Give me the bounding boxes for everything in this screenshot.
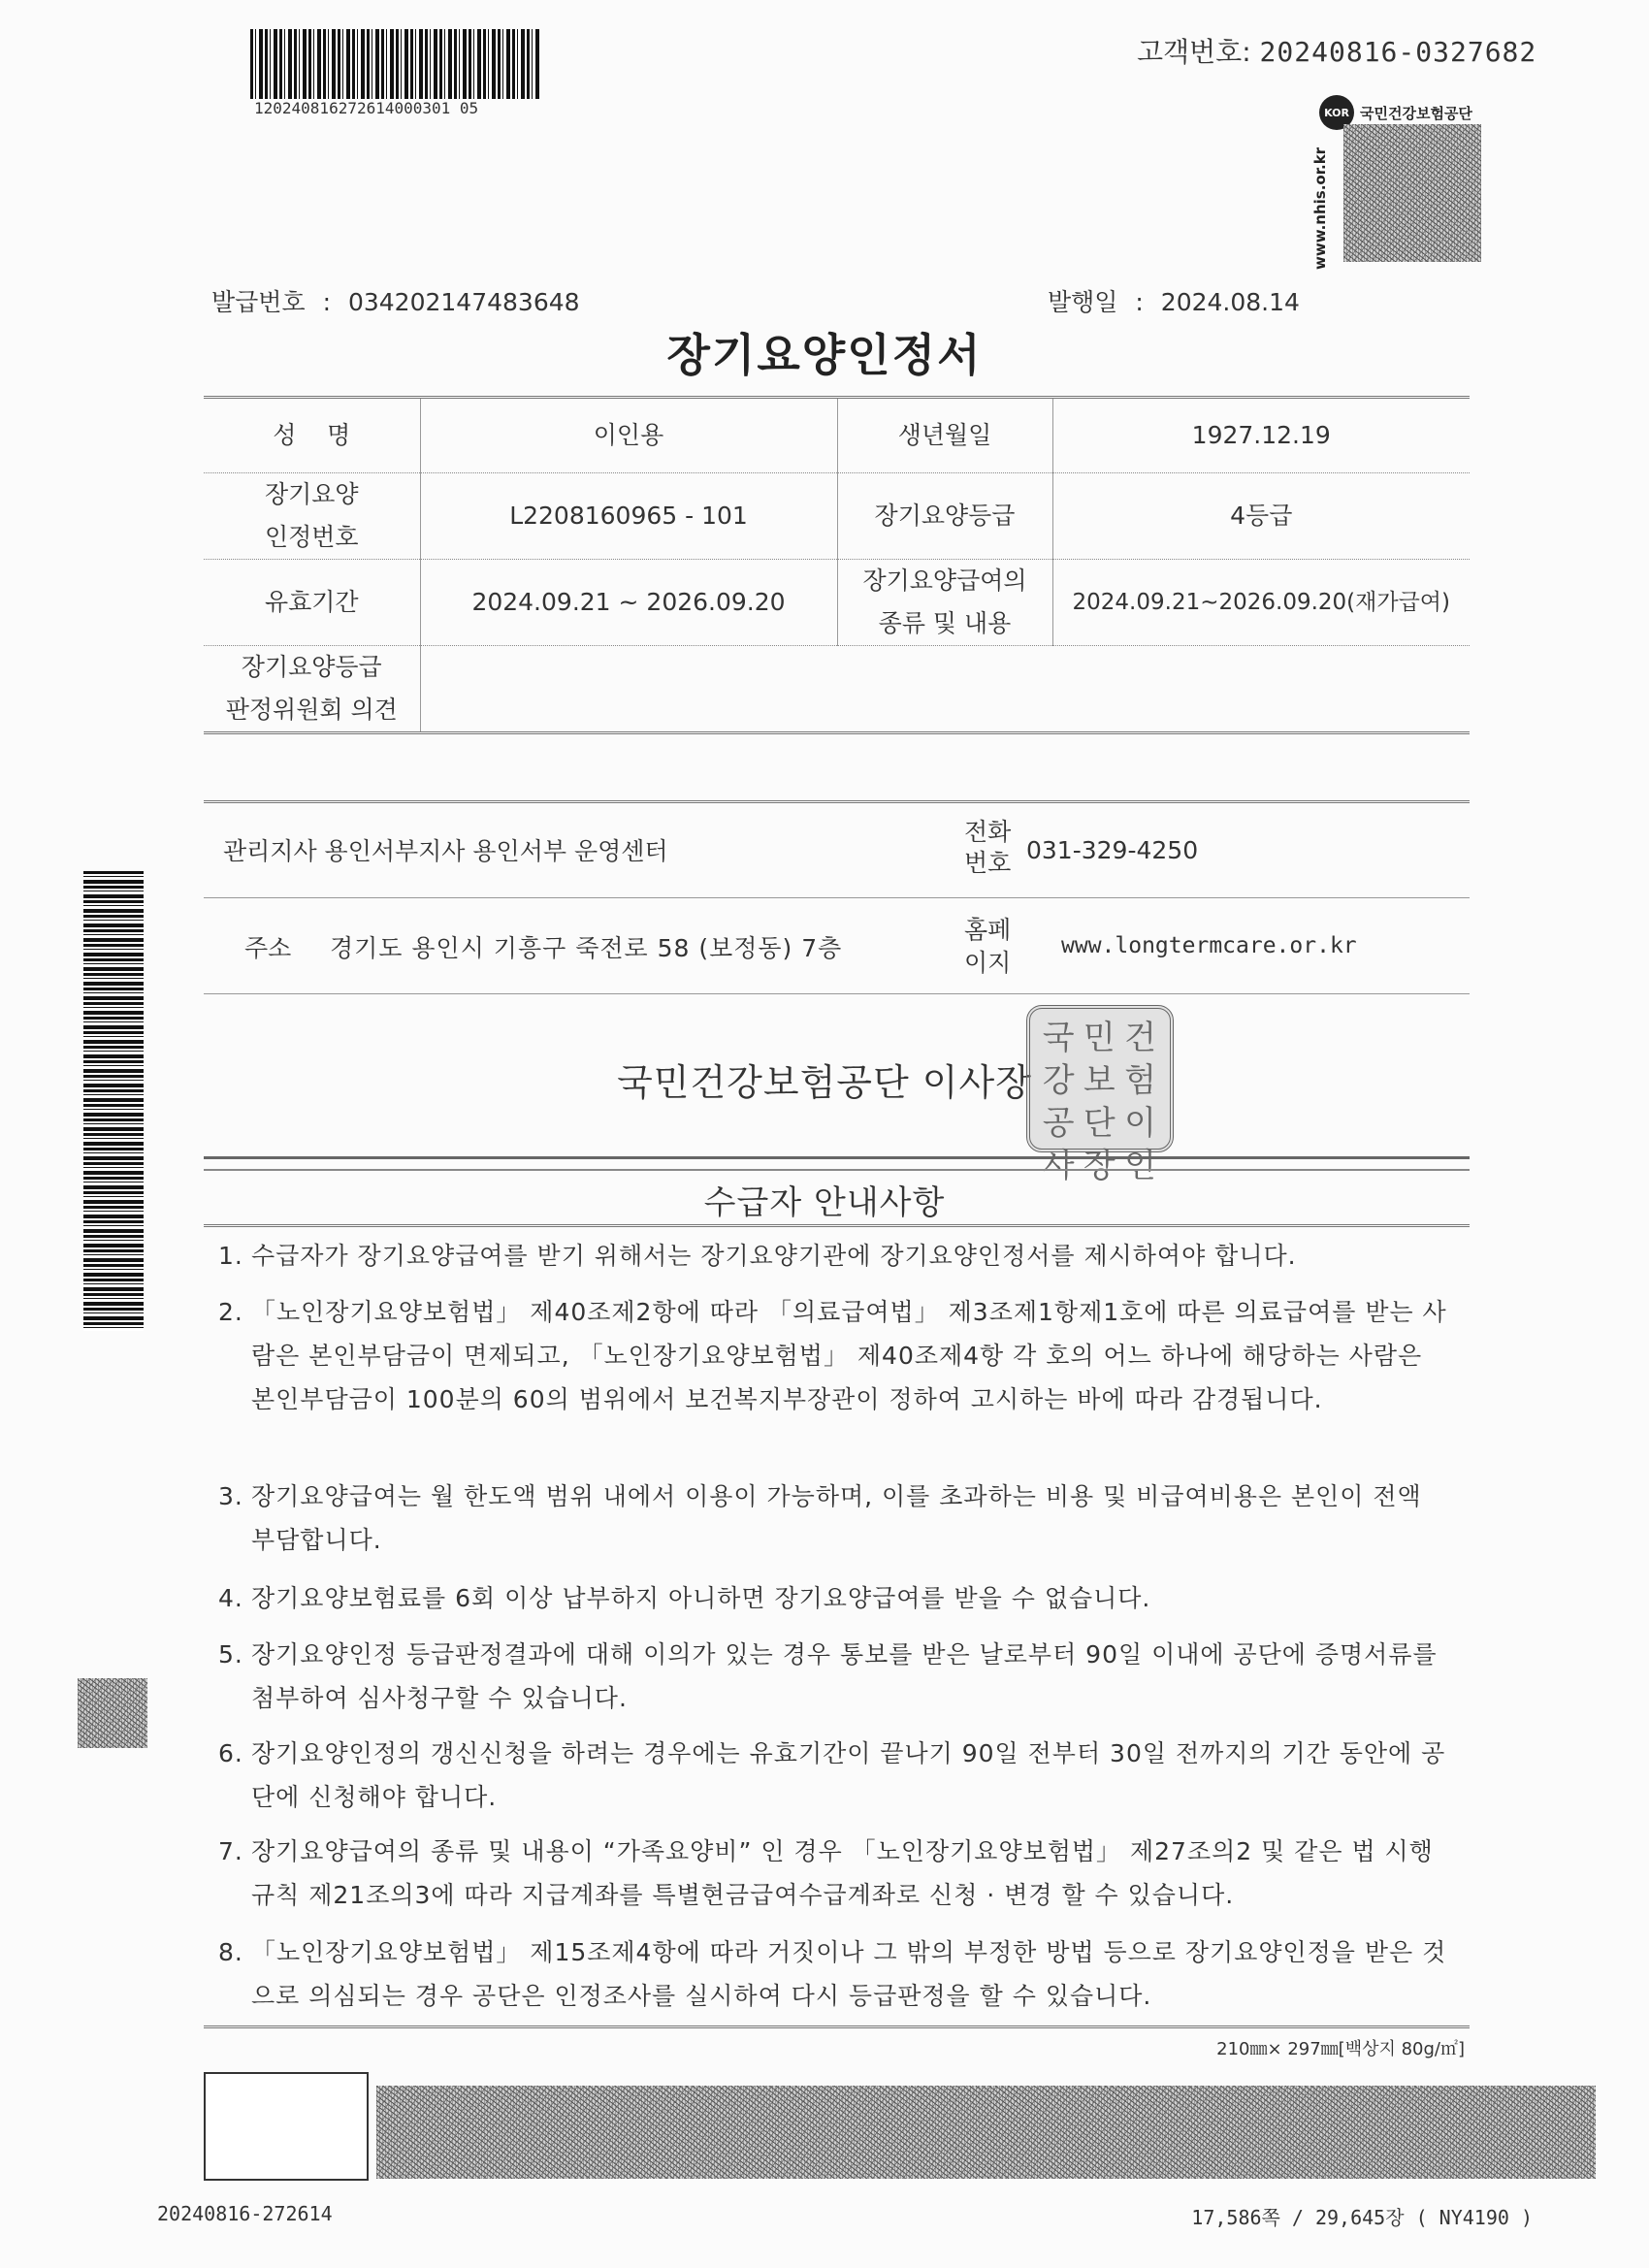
issue-number-label: 발급번호	[211, 288, 306, 316]
branch-name: 관리지사 용인서부지사 용인서부 운영센터	[223, 837, 668, 865]
seal-char: 공	[1042, 1104, 1075, 1143]
seal-char: 국	[1042, 1019, 1075, 1057]
grade-label: 장기요양등급	[837, 473, 1052, 560]
seal-char: 인	[1124, 1147, 1157, 1185]
seal-char: 강	[1042, 1061, 1075, 1100]
paper-spec: 210㎜× 297㎜[백상지 80g/㎡]	[1216, 2039, 1465, 2059]
customer-number-label: 고객번호:	[1137, 36, 1251, 68]
name-label: 성 명	[273, 421, 351, 449]
list-item	[218, 1290, 1450, 1421]
official-seal	[1026, 1005, 1174, 1185]
address-label: 주소	[244, 934, 292, 962]
notice-bottom-rule	[204, 2025, 1470, 2028]
top-barcode	[250, 29, 539, 99]
birth-value: 1927.12.19	[1052, 398, 1470, 473]
notice-title-rule	[204, 1224, 1470, 1227]
cert-no-label-line2: 인정번호	[264, 523, 359, 551]
homepage-label-line2: 이지	[964, 949, 1012, 977]
issue-number-value: 034202147483648	[347, 288, 580, 316]
notice-item-number: 5.	[218, 1640, 243, 1669]
grade-value: 4등급	[1052, 473, 1470, 560]
notice-item-number: 2.	[218, 1298, 243, 1326]
side-qr-code	[78, 1678, 147, 1748]
seal-char: 이	[1124, 1104, 1157, 1143]
site-url: www.nhis.or.kr	[1311, 146, 1329, 270]
seal-char: 단	[1083, 1104, 1116, 1143]
list-item	[218, 1234, 1450, 1278]
homepage-label	[964, 914, 1011, 980]
notice-item-text: 장기요양인정 등급판정결과에 대해 이의가 있는 경우 통보를 받은 날로부터 90일 이내에 공단에 증명서류를 첨부하여 심사청구할 수 있습니다.	[251, 1640, 1438, 1712]
seal-char: 장	[1083, 1147, 1116, 1185]
qr-code	[1343, 124, 1481, 262]
valid-label: 유효기간	[264, 588, 359, 616]
logo-text: 국민건강보험공단	[1360, 104, 1472, 122]
phone-value: 031-329-4250	[1026, 836, 1199, 864]
cert-no-label	[204, 473, 420, 560]
footer-left-code: 20240816-272614	[157, 2202, 333, 2225]
birth-label: 생년월일	[837, 398, 1052, 473]
bottom-security-pattern	[376, 2086, 1596, 2179]
table-row	[204, 398, 1470, 473]
seal-char: 건	[1124, 1019, 1157, 1057]
phone-label	[964, 817, 1011, 879]
benefit-label-line1: 장기요양급여의	[862, 567, 1027, 595]
side-barcode	[83, 871, 144, 1331]
seal-char: 험	[1124, 1061, 1157, 1100]
issue-number: 발급번호 : 034202147483648	[211, 288, 580, 316]
benefit-value: 2024.09.21~2026.09.20(재가급여)	[1052, 560, 1470, 646]
issue-date: 발행일 : 2024.08.14	[1048, 288, 1300, 316]
homepage-label-line1: 홈페	[964, 916, 1012, 944]
phone-label-line1: 전화	[964, 818, 1012, 846]
cert-no-label-line1: 장기요양	[264, 480, 359, 508]
list-item	[218, 1576, 1450, 1620]
committee-label-line1: 장기요양등급	[241, 653, 382, 681]
committee-label-line2: 판정위원회 의견	[225, 696, 398, 724]
notice-item-number: 8.	[218, 1938, 243, 1966]
benefit-label-line2: 종류 및 내용	[878, 609, 1012, 637]
customer-number-value: 20240816-0327682	[1259, 36, 1537, 68]
list-item	[218, 1830, 1450, 1917]
list-item	[218, 1633, 1450, 1720]
office-bottom-rule	[204, 993, 1470, 994]
homepage-value: www.longtermcare.or.kr	[1061, 933, 1357, 958]
notice-item-number: 3.	[218, 1482, 243, 1510]
notice-title: 수급자 안내사항	[703, 1183, 946, 1222]
kor-badge-text: KOR	[1324, 106, 1349, 119]
footer-right-code: 17,586쪽 / 29,645장 ( NY4190 )	[1191, 2206, 1533, 2229]
office-mid-rule	[204, 897, 1470, 898]
list-item	[218, 1930, 1450, 2018]
notice-item-text: 「노인장기요양보험법」 제15조제4항에 따라 거짓이나 그 밖의 부정한 방법 등으로 장기요양인정을 받은 것으로 의심되는 경우 공단은 인정조사를 실시하여 다시 등급판정을 할 수 있습니다.	[251, 1938, 1447, 2010]
notice-item-number: 7.	[218, 1837, 243, 1865]
issue-date-label: 발행일	[1048, 288, 1118, 316]
certificate-table	[204, 396, 1470, 734]
cert-no-value: L2208160965 - 101	[420, 473, 837, 560]
name-value: 이인용	[420, 398, 837, 473]
notice-item-number: 1.	[218, 1242, 243, 1270]
document-title: 장기요양인정서	[666, 329, 983, 381]
seal-char: 보	[1083, 1061, 1116, 1100]
phone-label-line2: 번호	[964, 849, 1012, 877]
notice-top-rule	[204, 1156, 1470, 1171]
notice-item-text: 수급자가 장기요양급여를 받기 위해서는 장기요양기관에 장기요양인정서를 제시하여야 합니다.	[251, 1242, 1297, 1270]
notice-item-text: 「노인장기요양보험법」 제40조제2항에 따라 「의료급여법」 제3조제1항제1호에 따른 의료급여를 받는 사람은 본인부담금이 면제되고, 「노인장기요양보험법」 제40조제4항 각 호의 어느 하나에 해당하는 사람은 본인부담금이 100분의 60의 범위에서 보건복지부장관이 정하여 고시하는 바에 따라 감경됩니다.	[251, 1298, 1447, 1413]
committee-label	[204, 646, 420, 733]
office-top-rule	[204, 800, 1470, 803]
table-row	[204, 646, 1470, 733]
bottom-box	[204, 2072, 369, 2181]
seal-char: 사	[1042, 1147, 1075, 1185]
table-row	[204, 473, 1470, 560]
committee-value	[420, 646, 1470, 733]
notice-item-text: 장기요양인정의 갱신신청을 하려는 경우에는 유효기간이 끝나기 90일 전부터 30일 전까지의 기간 동안에 공단에 신청해야 합니다.	[251, 1739, 1446, 1811]
notice-item-text: 장기요양급여는 월 한도액 범위 내에서 이용이 가능하며, 이를 초과하는 비용 및 비급여비용은 본인이 전액 부담합니다.	[251, 1482, 1422, 1554]
notice-item-text: 장기요양보험료를 6회 이상 납부하지 아니하면 장기요양급여를 받을 수 없습니다.	[251, 1584, 1151, 1612]
notice-item-text: 장기요양급여의 종류 및 내용이 “가족요양비” 인 경우 「노인장기요양보험법」 제27조의2 및 같은 법 시행규칙 제21조의3에 따라 지급계좌를 특별현금급여수급계좌로 신청 · 변경 할 수 있습니다.	[251, 1837, 1434, 1909]
address-value: 경기도 용인시 기흥구 죽전로 58 (보정동) 7층	[330, 934, 843, 962]
benefit-label	[837, 560, 1052, 646]
top-barcode-number: 120240816272614000301 05	[254, 99, 479, 117]
table-row	[204, 560, 1470, 646]
list-item	[218, 1732, 1450, 1819]
customer-number	[1137, 31, 1536, 70]
notice-item-number: 4.	[218, 1584, 243, 1612]
issue-date-value: 2024.08.14	[1160, 288, 1300, 316]
list-item	[218, 1474, 1450, 1562]
seal-char: 민	[1083, 1019, 1116, 1057]
notice-item-number: 6.	[218, 1739, 243, 1767]
valid-value: 2024.09.21 ~ 2026.09.20	[420, 560, 837, 646]
issuer-name: 국민건강보험공단 이사장	[617, 1061, 1032, 1104]
site-url-vertical	[1311, 146, 1335, 270]
